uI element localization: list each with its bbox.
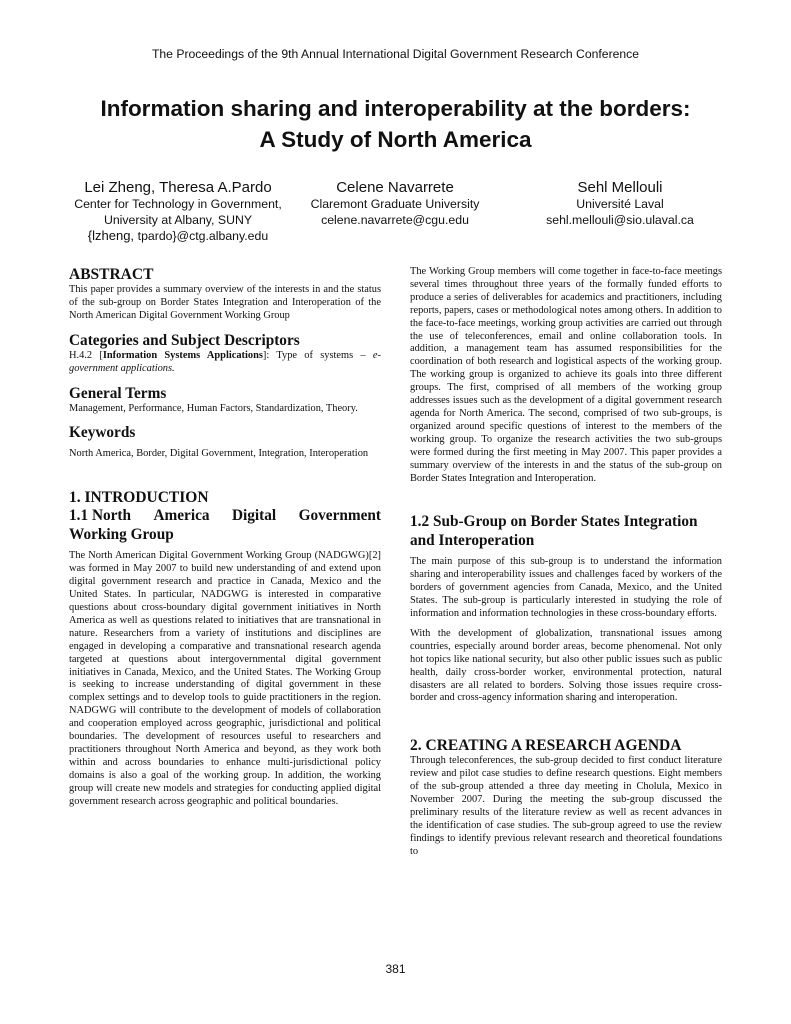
paper-title-line-1: Information sharing and interoperability at the borders: [100,96,691,121]
subgroup-purpose-text: The main purpose of this sub-group is to understand the information sharing and interoperability issues and challenges faced by workers of the borders of government agencies from Canada, Mexico, and the United States. The sub-group is particularly interested in studying the role of information and information technologies in these cross-boundary efforts. [410,556,722,620]
author-affiliation: Claremont Graduate University [310,197,480,211]
author-email: sehl.mellouli@sio.ulaval.ca [546,212,694,227]
subsection-1-2-heading-line-2: and Interoperation [410,531,535,549]
research-agenda-text: Through teleconferences, the sub-group decided to first conduct literature review and pilot case studies to define research questions. Eight members of the sub-group attended a three day meeting in Cholula, Mexico in November 2007. During the meeting the sub-group discussed the preliminary results of the literature review as well as recent advances in the identification of case studies. The sub-group agreed to use the review findings to identify previous relevant research and theoretical foundations to [410,755,722,857]
author-block-2 [290,178,500,228]
general-terms-text: Management, Performance, Human Factors, Standardization, Theory. [69,402,358,414]
left-column [69,266,381,808]
running-head: The Proceedings of the 9th Annual International Digital Government Research Conference [151,47,640,61]
author-affiliation: Center for Technology in Government, [74,197,282,211]
author-block-3 [515,178,725,228]
keywords-text: North America, Border, Digital Government, Integration, Interoperation [69,448,369,460]
abstract-text: This paper provides a summary overview of the interests in and the status of the sub-group on Border States Integration and Interoperation of the North American Digital Government Working Group [69,284,381,321]
subsection-1-2-heading: 1.2 Sub-Group on Border States Integration [410,513,698,531]
author-email: celene.navarrete@cgu.edu [321,212,469,227]
general-terms-heading: General Terms [69,384,167,402]
author-affiliation: University at Albany, SUNY [103,212,253,227]
keywords-heading: Keywords [69,424,136,442]
introduction-heading: 1. INTRODUCTION [69,489,209,507]
paper-title-line-2: A Study of North America [259,127,532,152]
right-column [410,266,722,859]
globalization-text: With the development of globalization, transnational issues among countries, especially around border areas, become phenomenal. Not only hot topics like national security, but also other public issues such as public health, daily cross-border worker, environmental protection, natural disasters are all related to borders. Solving those issues require cross-border and cross-agency information sharing and interoperation. [410,627,722,704]
author-email: {lzheng, tpardo}@ctg.albany.edu [87,228,269,243]
page-number: 381 [385,962,406,976]
introduction-text: The North American Digital Government Working Group (NADGWG)[2] was formed in May 2007 to build new understanding of and extend upon digital government research and practice in Canada, Mexico and the United States. In particular, NADGWG is interested in comparative questions about cross-boundary digital government initiatives in North America as well as questions related to initiatives that are transnational in nature. Researchers from a variety of institutions and disciplines are engaged in developing a comparative and transnational research agenda targeted at questions about intergovernmental digital government initiatives in Canada, Mexico, and the United States. The Working Group is seeking to increase understanding of digital government in these complex settings and to develop tools to guide practitioners in the region. NADGWG will contribute to the development of models of collaboration and cooperation employed across geographic, jurisdictional and political boundaries. The development of resources useful to researchers and practitioners throughout North America and beyond, as they work both within and across boundaries to enhance multi-jurisdictional policy domains is also a goal of the working group. In addition, the working group will create new models and strategies for conducting applied digital government research across geographic and political boundaries. [69,550,381,807]
categories-text: H.4.2 [Information Systems Applications]: Type of systems – e-government applications. [69,349,381,374]
author-names: Lei Zheng, Theresa A.Pardo [84,179,272,196]
section-2-heading: 2. CREATING A RESEARCH AGENDA [410,737,682,755]
categories-heading: Categories and Subject Descriptors [69,331,300,349]
author-names: Sehl Mellouli [577,179,663,196]
subsection-1-1-heading: 1.1 North America Digital Government [69,507,381,525]
author-names: Celene Navarrete [336,179,454,196]
abstract-heading: ABSTRACT [69,266,154,283]
author-affiliation: Université Laval [576,197,664,211]
working-group-text: The Working Group members will come together in face-to-face meetings several times throughout three years of the formally funded efforts to produce a series of deliverables for academics and practitioners, including reports, papers, cases or methodological notes among others. In addition to the face-to-face meetings, working group activities are carried out through the use of teleconferences, email and online collaboration tools. In addition, a management team has assumed responsibilities for the coordination of both research and logistical aspects of the working group. The working group is organized to achieve its goals into three different groups. The first, comprised of all members of the working group addresses issues such as the development of a digital government research agenda for North America. The second, comprised of two sub-groups, is organized around specific questions of interest to the members of the working group. To organize the research activities the two sub-groups were formed during the first meeting in May 2007. This paper provides a summary overview of the interests in and the status of the sub-group on Border States Integration and Interoperation. [410,266,722,484]
subsection-1-1-heading-line-2: Working Group [69,525,174,543]
author-block-1 [58,178,298,245]
